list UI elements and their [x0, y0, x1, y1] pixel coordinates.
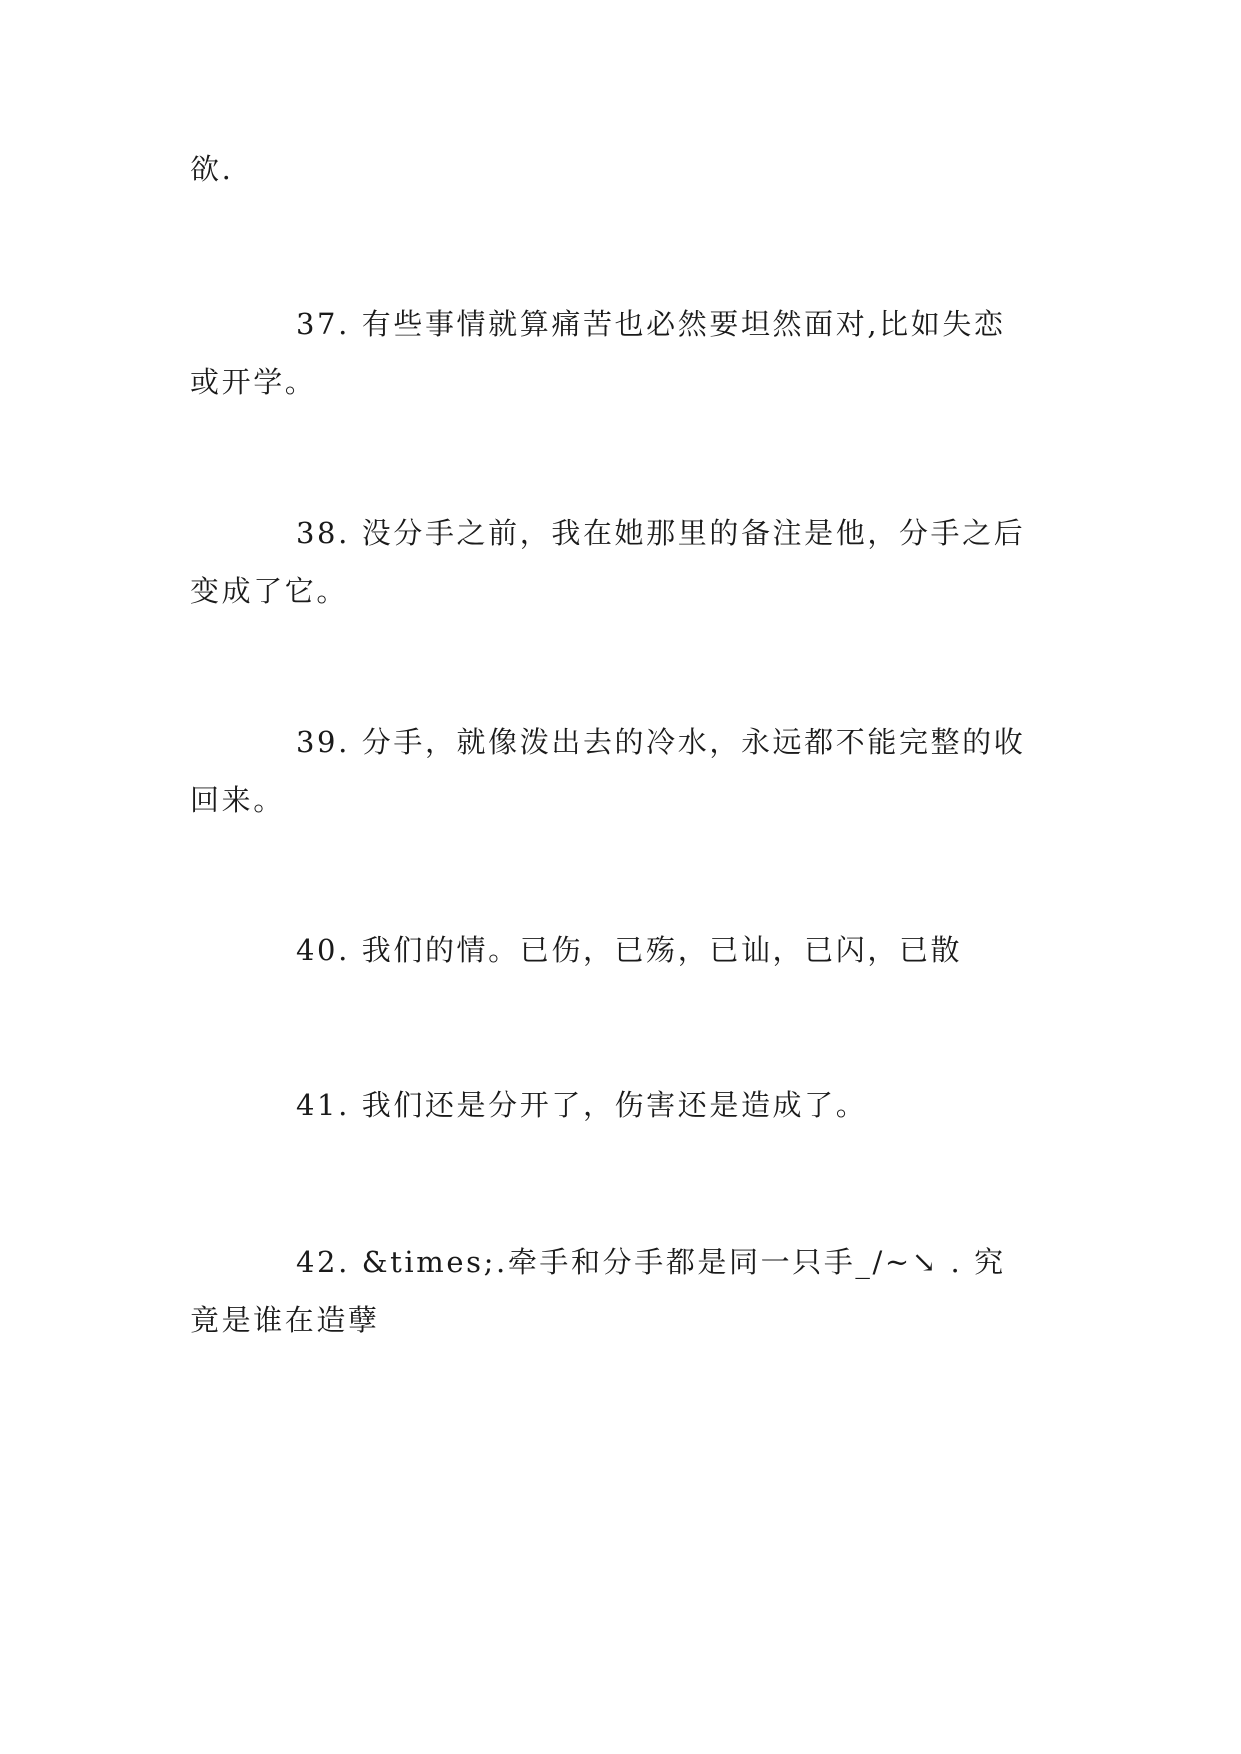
text-line: 41. 我们还是分开了，伤害还是造成了。 [296, 1088, 868, 1122]
text-line: 竟是谁在造孽 [190, 1303, 380, 1337]
text-line: 变成了它。 [190, 574, 349, 608]
paragraph-37 [190, 295, 1050, 411]
text-line: 37. 有些事情就算痛苦也必然要坦然面对,比如失恋 [296, 307, 1006, 341]
paragraph-41 [190, 1076, 1050, 1134]
text-line: 39. 分手，就像泼出去的冷水，永远都不能完整的收 [296, 725, 1026, 759]
text-line: 回来。 [190, 783, 285, 817]
text-line: 42. &times;.牵手和分手都是同一只手_/~↘ . 究 [296, 1245, 1006, 1279]
paragraph-40 [190, 921, 1050, 979]
text-line: 38. 没分手之前，我在她那里的备注是他，分手之后 [296, 516, 1026, 550]
text-line: 40. 我们的情。已伤，已殇，已讪，已闪，已散 [296, 933, 963, 967]
paragraph-38 [190, 504, 1050, 620]
paragraph-42 [190, 1233, 1050, 1349]
text-line: 或开学。 [190, 365, 317, 399]
paragraph-fragment [190, 140, 1050, 198]
paragraph-39 [190, 713, 1050, 829]
text-line: 欲. [190, 152, 234, 186]
